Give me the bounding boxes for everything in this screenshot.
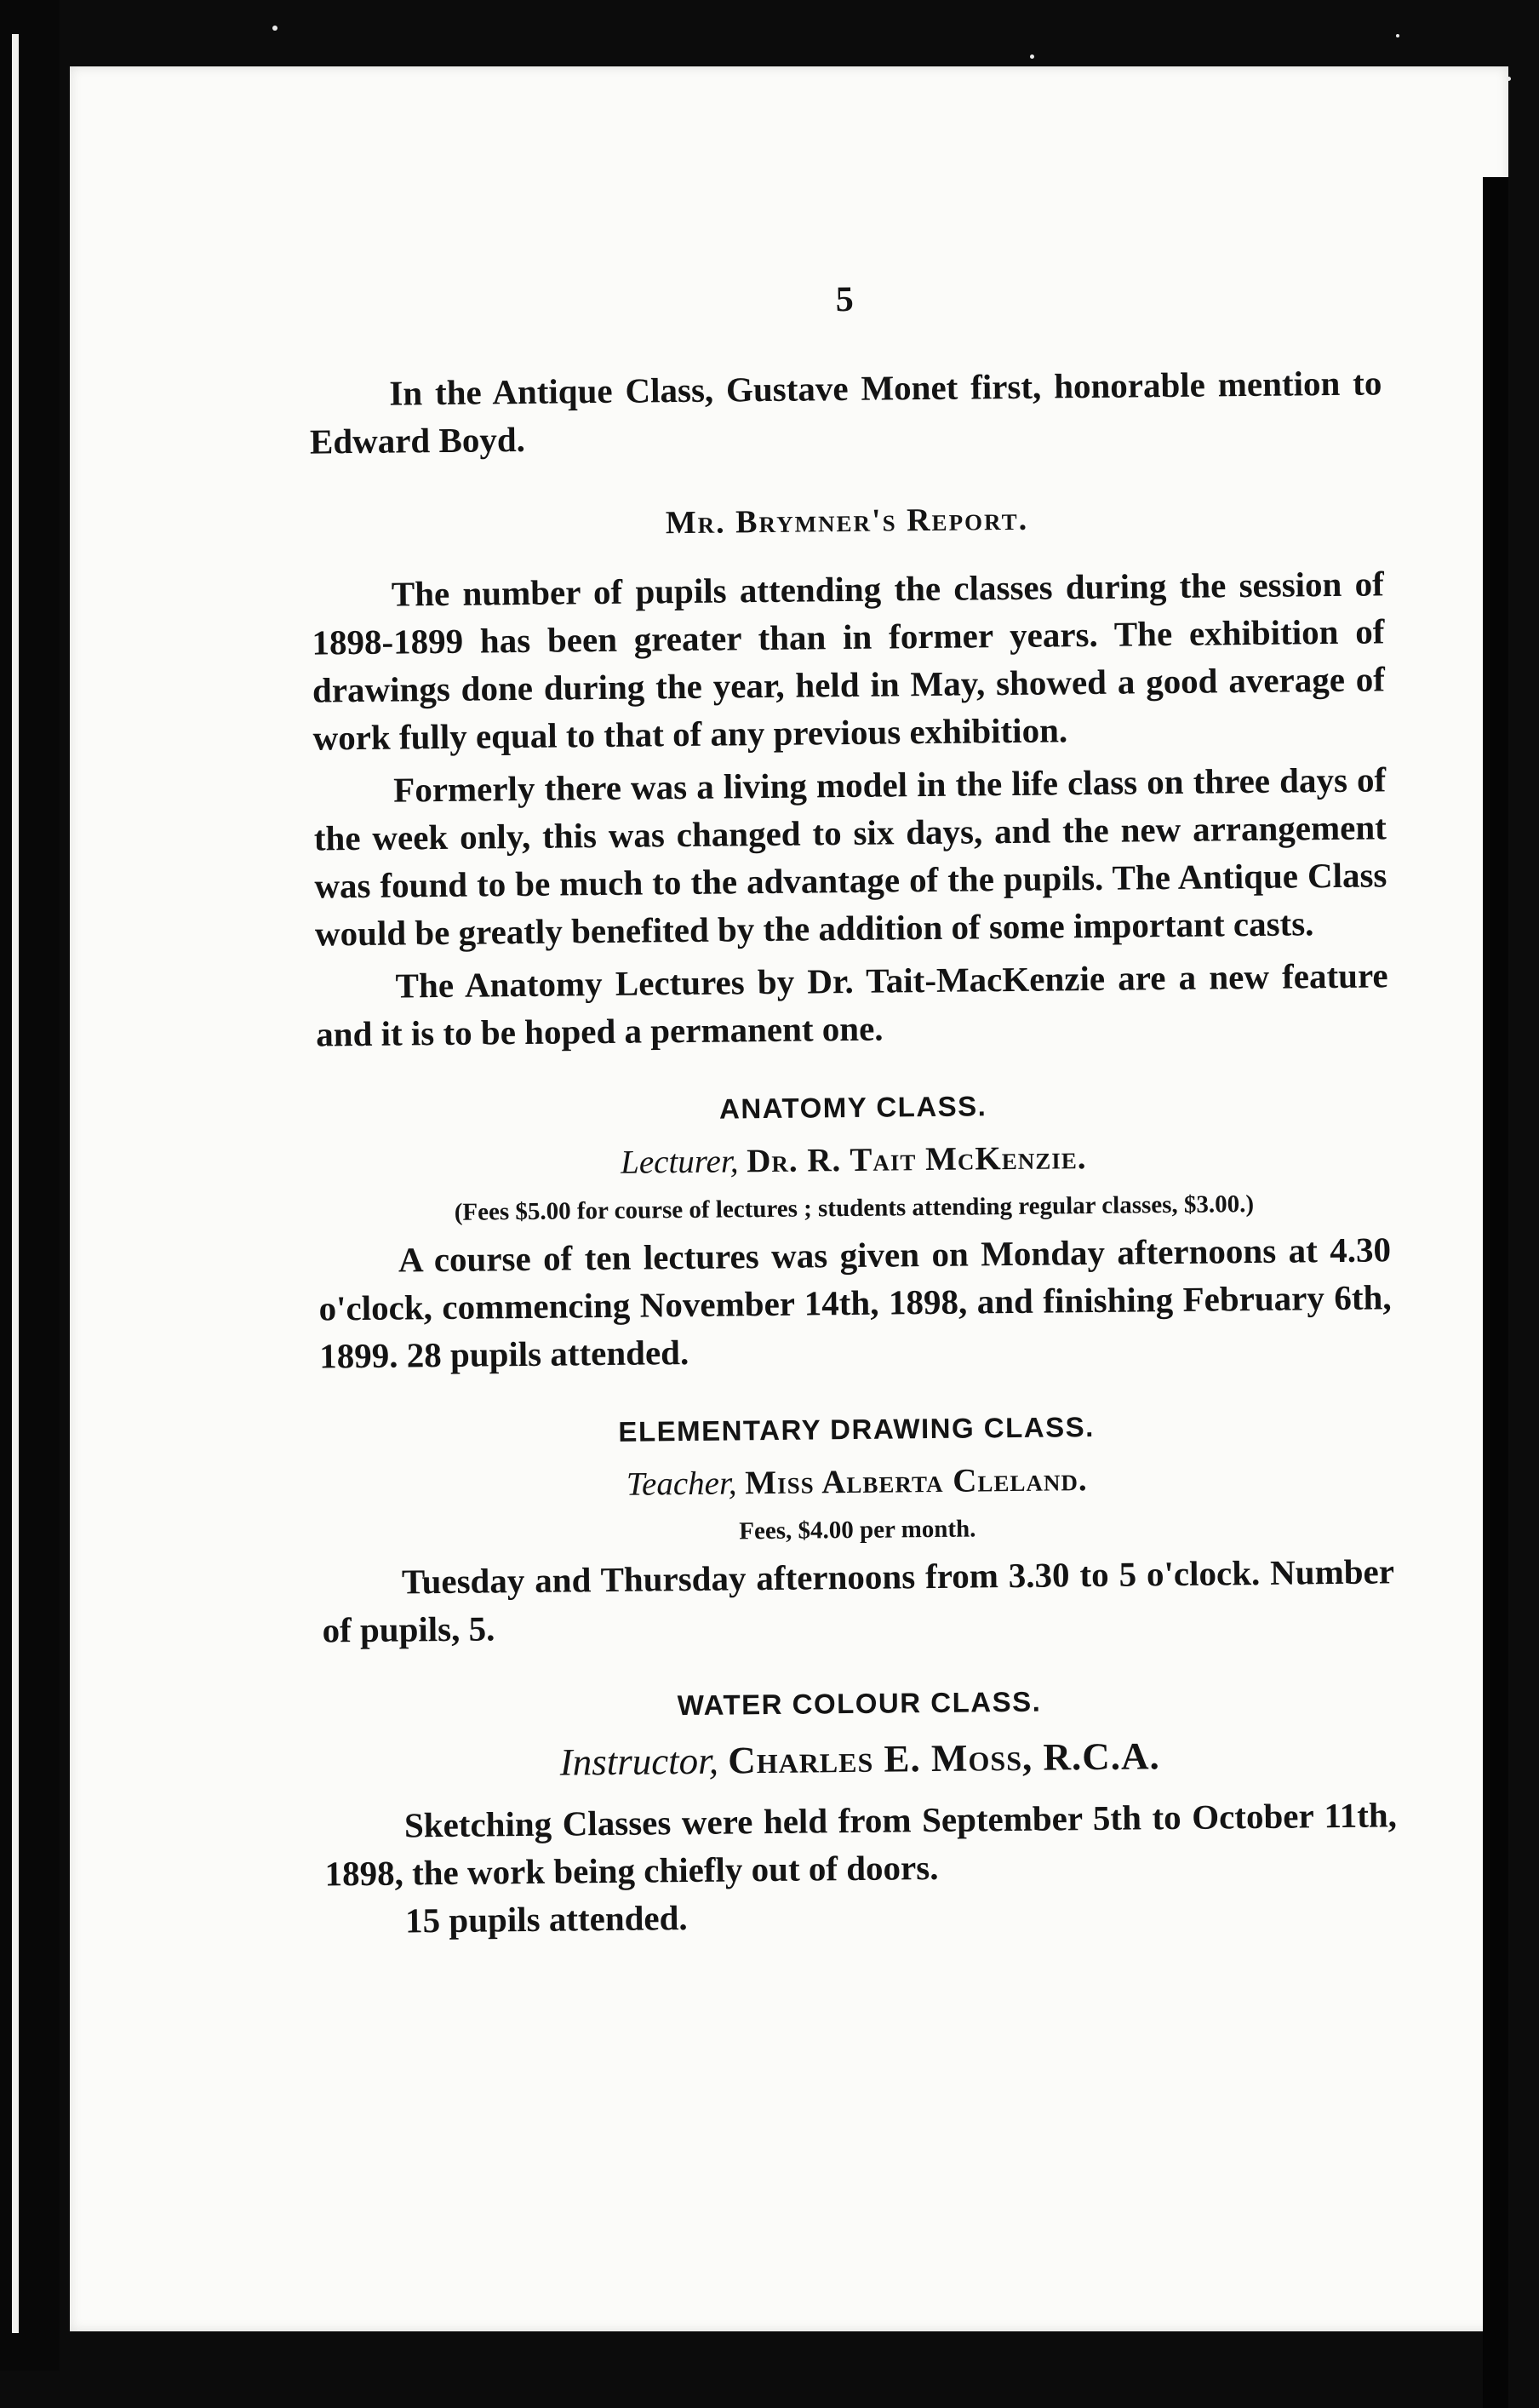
water-colour-class-heading: WATER COLOUR CLASS.: [677, 1685, 1042, 1722]
report-paragraph-3: The Anatomy Lectures by Dr. Tait-MacKenzie are a new feature and it is to be hoped a permanent one.: [316, 955, 1388, 1054]
antique-class-paragraph: In the Antique Class, Gustave Monet first, honorable mention to Edward Boyd.: [309, 363, 1382, 462]
water-colour-body: Sketching Classes were held from September 5th to October 11th, 1898, the work being chiefly out of doors.: [324, 1795, 1398, 1894]
scan-speck: [1030, 54, 1034, 59]
report-heading: Mr. Brymner's Report.: [665, 501, 1029, 542]
anatomy-class-heading: ANATOMY CLASS.: [718, 1090, 987, 1125]
page-number: 5: [835, 279, 854, 320]
scan-speck: [1507, 77, 1511, 81]
elementary-fees: Fees, $4.00 per month.: [739, 1515, 976, 1545]
page-content: [308, 273, 1398, 1945]
elementary-body: Tuesday and Thursday afternoons from 3.30 to 5 o'clock. Number of pupils, 5.: [322, 1551, 1395, 1650]
scan-speck: [1396, 34, 1399, 37]
document-page: [70, 66, 1508, 2331]
anatomy-lecturer-line: [318, 1135, 1390, 1184]
report-paragraph-2: Formerly there was a living model in the life class on three days of the week only, this was changed to six days, and the new arrangement was found to be much to the advantage of the pupils. The Antique Class would be greatly benefited by the addition of some important casts.: [313, 760, 1387, 954]
anatomy-fees: (Fees $5.00 for course of lectures ; students attending regular classes, $3.00.): [454, 1190, 1255, 1226]
anatomy-role: Lecturer,: [620, 1143, 739, 1181]
page-right-edge: [1483, 177, 1508, 2408]
water-colour-attendance: 15 pupils attended.: [404, 1898, 688, 1941]
water-colour-instructor-name: Charles E. Moss, R.C.A.: [727, 1734, 1160, 1782]
anatomy-lecturer-name: Dr. R. Tait McKenzie.: [746, 1139, 1087, 1180]
elementary-class-heading: ELEMENTARY DRAWING CLASS.: [618, 1410, 1096, 1448]
elementary-role: Teacher,: [626, 1465, 737, 1503]
report-paragraph-1: The number of pupils attending the classes during the session of 1898-1899 has been greater than in former years. The exhibition of drawings done during the year, held in May, showed a good average of work fully equal to that of any previous exhibition.: [312, 564, 1386, 758]
elementary-teacher-line: [321, 1457, 1393, 1506]
book-binding: [0, 0, 60, 2371]
scan-speck: [272, 26, 277, 31]
binding-edge: [12, 34, 19, 2333]
elementary-teacher-name: Miss Alberta Cleland.: [745, 1461, 1088, 1502]
water-colour-role: Instructor,: [559, 1739, 719, 1784]
water-colour-instructor-line: [323, 1731, 1396, 1786]
anatomy-body: A course of ten lectures was given on Monday afternoons at 4.30 o'clock, commencing November 14th, 1898, and finishing February 6th, 1899. 28 pupils attended.: [318, 1230, 1392, 1376]
